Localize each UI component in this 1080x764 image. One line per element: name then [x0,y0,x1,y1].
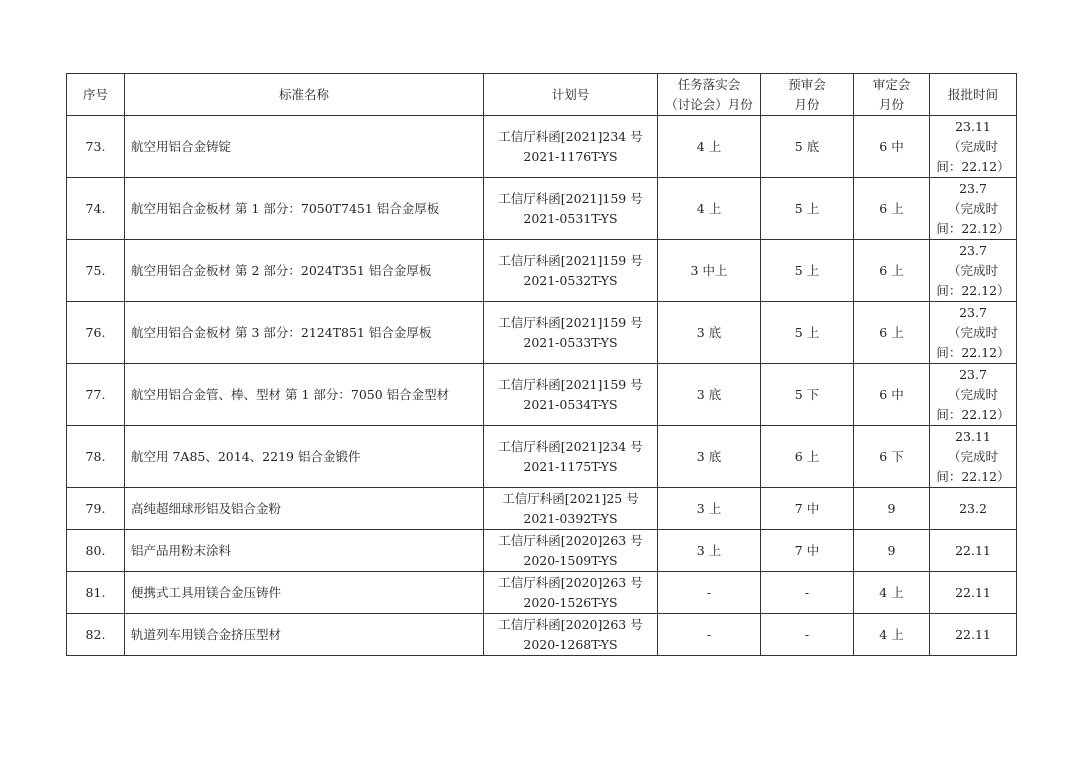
cell-name: 轨道列车用镁合金挤压型材 [125,614,484,656]
header-final-review: 审定会 月份 [854,74,930,116]
header-pre-review: 预审会 月份 [761,74,854,116]
cell-name: 高纯超细球形铝及铝合金粉 [125,488,484,530]
cell-pre-review-month: 6 上 [761,426,854,488]
cell-no: 73. [67,116,125,178]
cell-report-time: 23.7 （完成时 间：22.12） [930,178,1017,240]
cell-plan: 工信厅科函[2021]234 号 2021-1176T-YS [484,116,658,178]
cell-plan: 工信厅科函[2021]159 号 2021-0532T-YS [484,240,658,302]
cell-plan: 工信厅科函[2021]159 号 2021-0531T-YS [484,178,658,240]
header-task-meeting: 任务落实会 （讨论会）月份 [658,74,761,116]
cell-no: 76. [67,302,125,364]
cell-report-time: 23.7 （完成时 间：22.12） [930,240,1017,302]
cell-plan: 工信厅科函[2020]263 号 2020-1526T-YS [484,572,658,614]
cell-final-review-month: 6 下 [854,426,930,488]
cell-pre-review-month: 5 上 [761,302,854,364]
cell-final-review-month: 6 上 [854,302,930,364]
standards-table [66,73,1017,656]
cell-no: 79. [67,488,125,530]
table-row [67,240,1017,302]
header-report-time: 报批时间 [930,74,1017,116]
table-row [67,426,1017,488]
cell-report-time: 23.11 （完成时 间：22.12） [930,426,1017,488]
cell-pre-review-month: - [761,614,854,656]
cell-task-month: - [658,572,761,614]
cell-pre-review-month: 7 中 [761,488,854,530]
cell-plan: 工信厅科函[2021]159 号 2021-0533T-YS [484,302,658,364]
cell-plan: 工信厅科函[2021]159 号 2021-0534T-YS [484,364,658,426]
table-row [67,116,1017,178]
cell-name: 航空用铝合金板材 第 2 部分：2024T351 铝合金厚板 [125,240,484,302]
cell-task-month: 4 上 [658,116,761,178]
cell-task-month: 3 上 [658,530,761,572]
table-row [67,302,1017,364]
cell-pre-review-month: 5 上 [761,178,854,240]
cell-no: 74. [67,178,125,240]
cell-no: 81. [67,572,125,614]
table-header-row [67,74,1017,116]
cell-report-time: 22.11 [930,572,1017,614]
cell-name: 航空用铝合金板材 第 1 部分：7050T7451 铝合金厚板 [125,178,484,240]
table-row [67,614,1017,656]
cell-final-review-month: 6 中 [854,364,930,426]
cell-plan: 工信厅科函[2020]263 号 2020-1268T-YS [484,614,658,656]
cell-plan: 工信厅科函[2020]263 号 2020-1509T-YS [484,530,658,572]
cell-final-review-month: 6 中 [854,116,930,178]
cell-pre-review-month: 5 底 [761,116,854,178]
cell-report-time: 23.11 （完成时 间：22.12） [930,116,1017,178]
cell-name: 航空用铝合金板材 第 3 部分：2124T851 铝合金厚板 [125,302,484,364]
cell-report-time: 23.7 （完成时 间：22.12） [930,302,1017,364]
cell-name: 航空用铝合金管、棒、型材 第 1 部分：7050 铝合金型材 [125,364,484,426]
header-no: 序号 [67,74,125,116]
cell-report-time: 23.2 [930,488,1017,530]
cell-no: 78. [67,426,125,488]
cell-final-review-month: 4 上 [854,614,930,656]
cell-final-review-month: 9 [854,530,930,572]
cell-name: 航空用铝合金铸锭 [125,116,484,178]
cell-no: 75. [67,240,125,302]
cell-report-time: 23.7 （完成时 间：22.12） [930,364,1017,426]
cell-pre-review-month: - [761,572,854,614]
header-name: 标准名称 [125,74,484,116]
table-row [67,178,1017,240]
cell-report-time: 22.11 [930,614,1017,656]
cell-report-time: 22.11 [930,530,1017,572]
cell-no: 82. [67,614,125,656]
cell-task-month: 3 上 [658,488,761,530]
cell-task-month: 3 底 [658,302,761,364]
cell-final-review-month: 4 上 [854,572,930,614]
table-row [67,572,1017,614]
cell-task-month: 3 中上 [658,240,761,302]
table-body [67,116,1017,656]
cell-name: 便携式工具用镁合金压铸件 [125,572,484,614]
cell-task-month: 3 底 [658,364,761,426]
cell-pre-review-month: 5 上 [761,240,854,302]
cell-final-review-month: 9 [854,488,930,530]
cell-no: 80. [67,530,125,572]
table-row [67,364,1017,426]
header-plan: 计划号 [484,74,658,116]
cell-name: 航空用 7A85、2014、2219 铝合金锻件 [125,426,484,488]
table-row [67,530,1017,572]
cell-task-month: 4 上 [658,178,761,240]
cell-final-review-month: 6 上 [854,178,930,240]
cell-plan: 工信厅科函[2021]25 号 2021-0392T-YS [484,488,658,530]
cell-no: 77. [67,364,125,426]
table-row [67,488,1017,530]
cell-task-month: 3 底 [658,426,761,488]
cell-plan: 工信厅科函[2021]234 号 2021-1175T-YS [484,426,658,488]
cell-name: 铝产品用粉末涂料 [125,530,484,572]
cell-pre-review-month: 7 中 [761,530,854,572]
cell-pre-review-month: 5 下 [761,364,854,426]
cell-task-month: - [658,614,761,656]
cell-final-review-month: 6 上 [854,240,930,302]
